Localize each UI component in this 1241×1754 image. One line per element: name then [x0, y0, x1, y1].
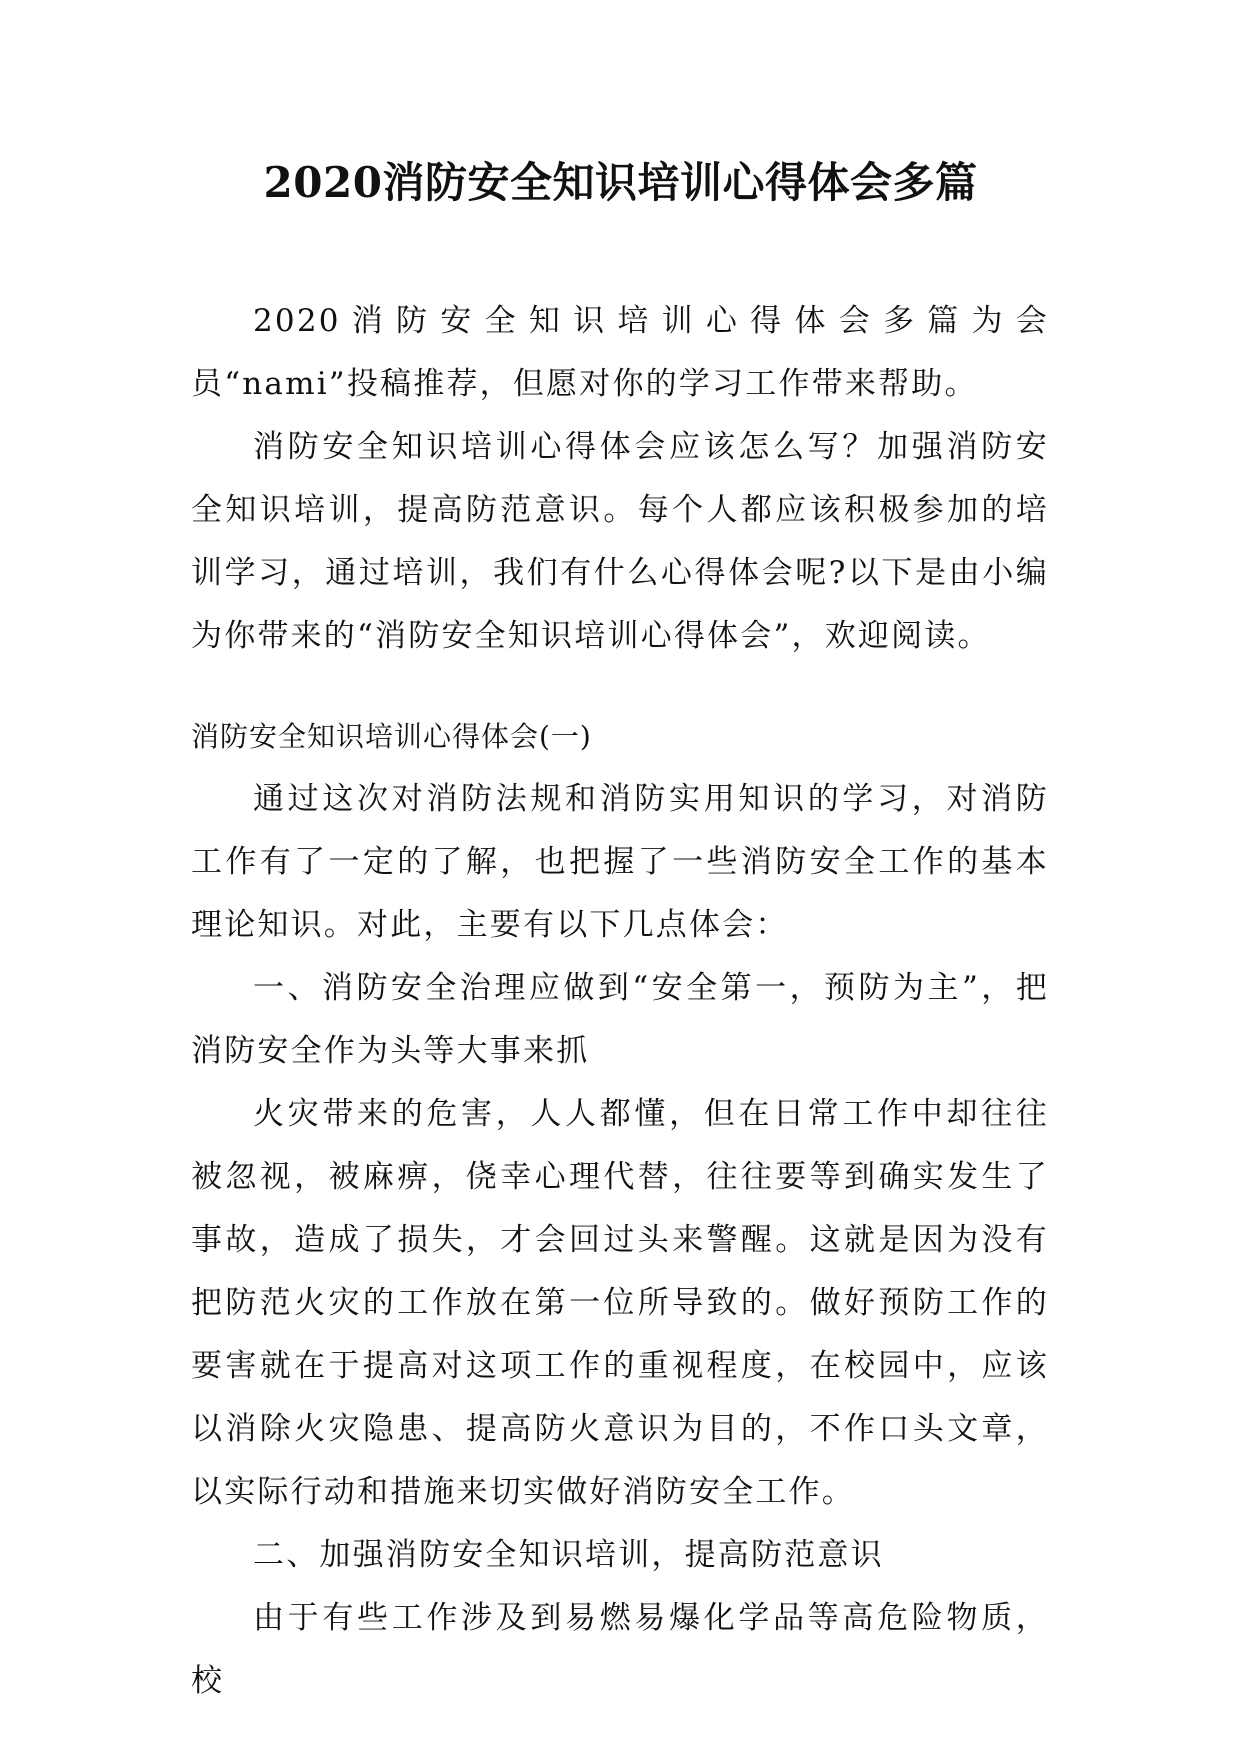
intro-paragraph-2: 消防安全知识培训心得体会应该怎么写？加强消防安全知识培训，提高防范意识。每个人都应该积极参加的培训学习，通过培训，我们有什么心得体会呢?以下是由小编为你带来的“消防安全知识培训心得体会”，欢迎阅读。	[191, 429, 1049, 654]
section-paragraph-3: 由于有些工作涉及到易燃易爆化学品等高危险物质，校	[191, 1600, 1049, 1699]
section-paragraph-1: 通过这次对消防法规和消防实用知识的学习，对消防工作有了一定的了解，也把握了一些消防安全工作的基本理论知识。对此，主要有以下几点体会：	[191, 781, 1049, 943]
section-paragraph-2: 火灾带来的危害，人人都懂，但在日常工作中却往往被忽视，被麻痹，侥幸心理代替，往往要等到确实发生了事故，造成了损失，才会回过头来警醒。这就是因为没有把防范火灾的工作放在第一位所导致的。做好预防工作的要害就在于提高对这项工作的重视程度，在校园中，应该以消除火灾隐患、提高防火意识为目的，不作口头文章，以实际行动和措施来切实做好消防安全工作。	[191, 1096, 1049, 1510]
intro-paragraph-1: 2020消防安全知识培训心得体会多篇为会员“nami”投稿推荐，但愿对你的学习工作带来帮助。	[191, 303, 1049, 402]
section-heading: 消防安全知识培训心得体会(一)	[191, 720, 592, 753]
document-title: 2020消防安全知识培训心得体会多篇	[263, 158, 978, 207]
section-point-1: 一、消防安全治理应做到“安全第一，预防为主”，把消防安全作为头等大事来抓	[191, 970, 1049, 1069]
document-body	[191, 290, 1049, 1713]
section-point-2: 二、加强消防安全知识培训，提高防范意识	[253, 1537, 884, 1573]
